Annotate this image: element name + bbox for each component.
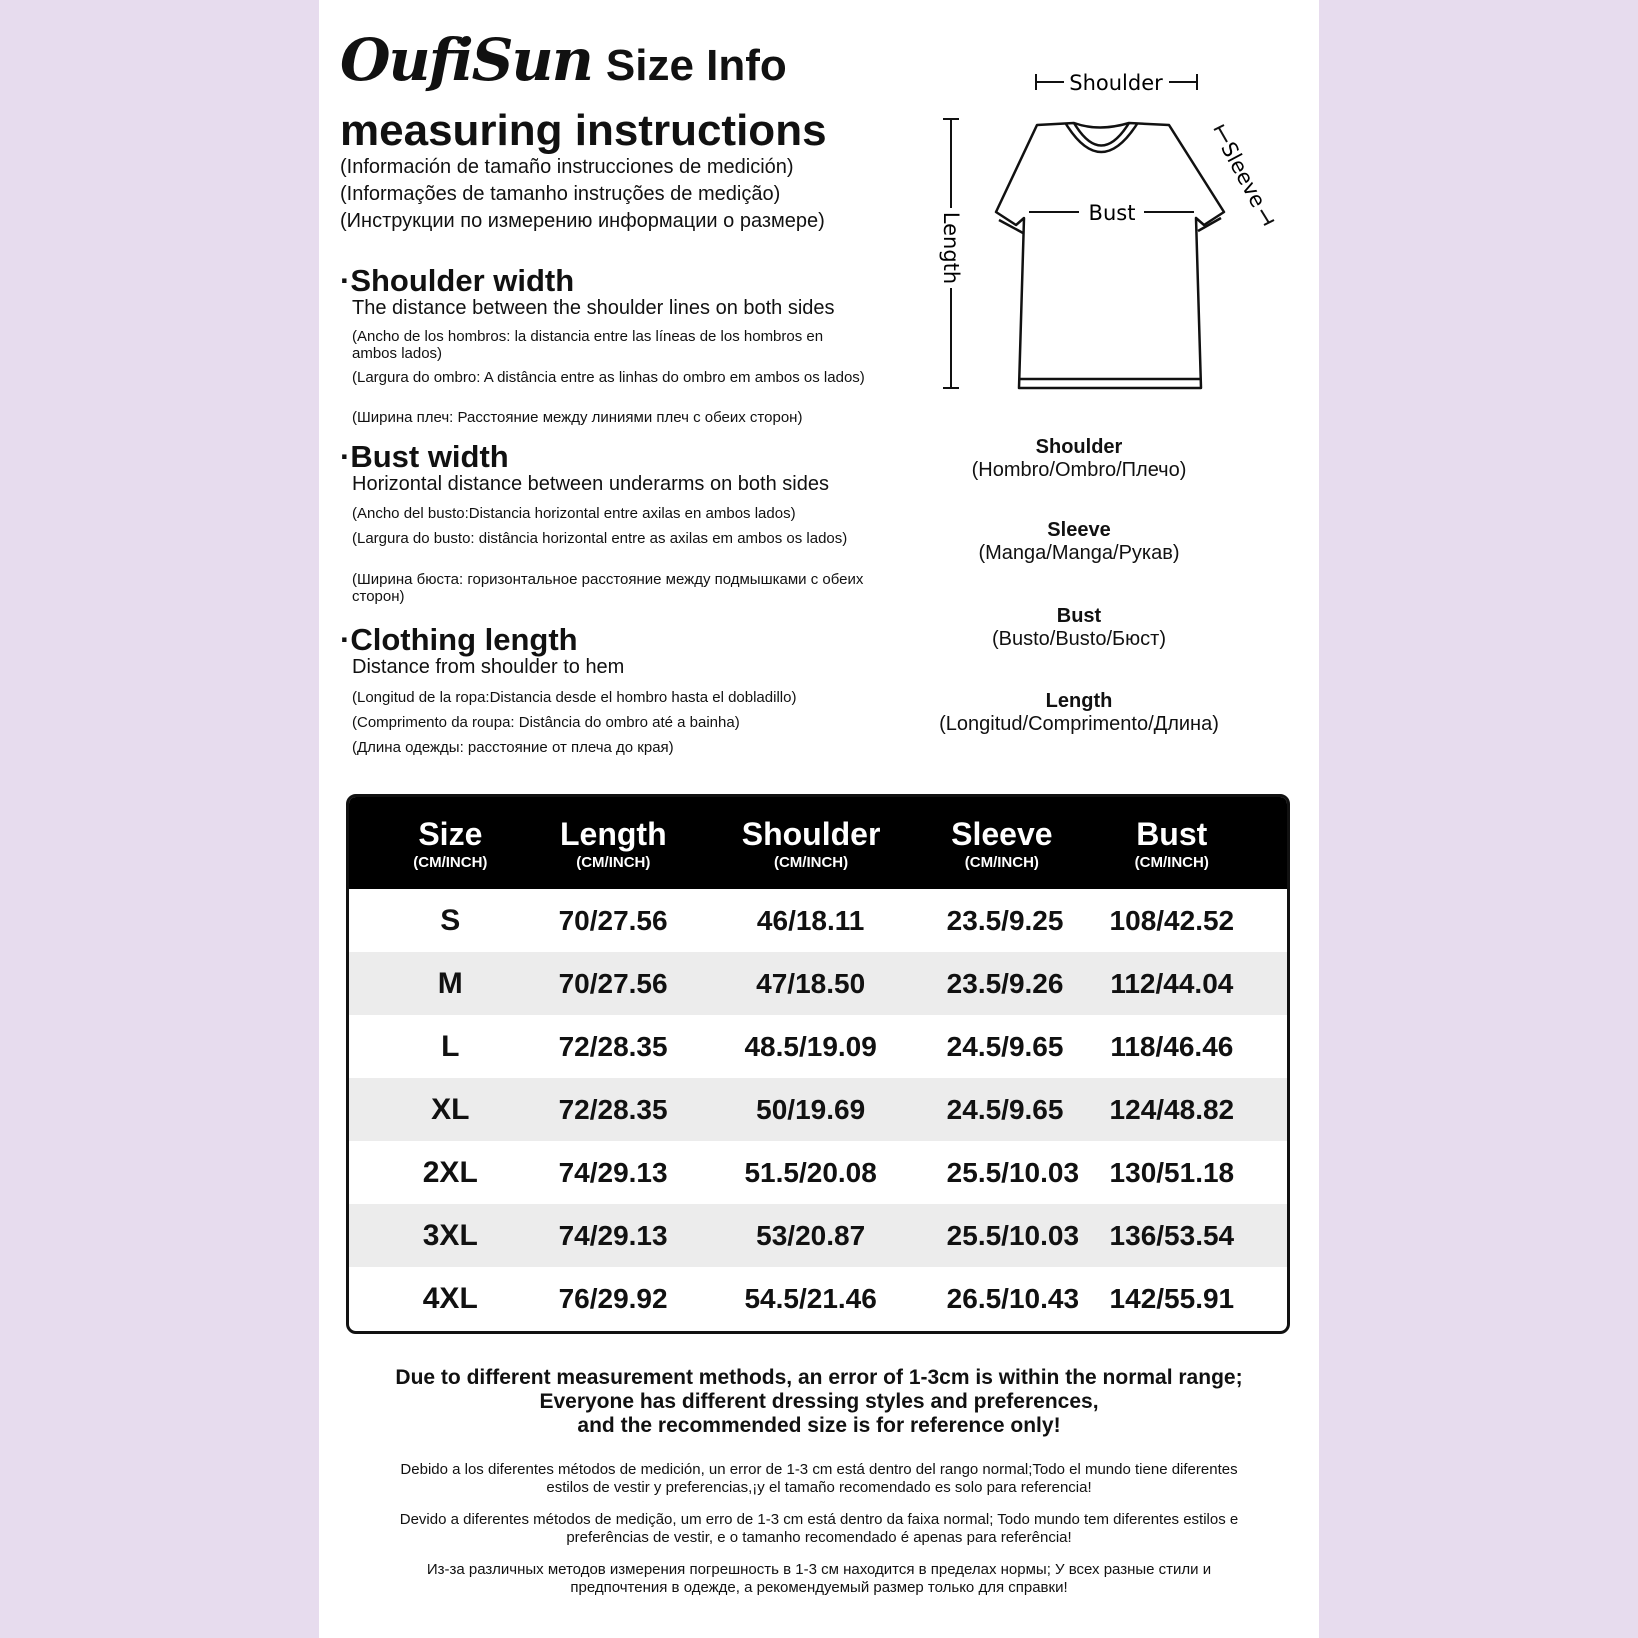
cell-bust: 108/42.52 [1109,904,1235,936]
section-heading-bust: ·Bust width [340,439,509,474]
header-shoulder [675,797,947,889]
cell-sleeve: 25.5/10.03 [946,1156,1080,1188]
tshirt-diagram [919,60,1279,400]
diagram-label-shoulder: Shoulder [1069,71,1163,95]
legend-bust [919,605,1239,651]
table-row [349,1015,1287,1078]
diagram-label-bust: Bust [1088,201,1136,225]
cell-bust: 130/51.18 [1109,1156,1235,1188]
cell-shoulder: 54.5/21.46 [744,1282,877,1314]
header-size [349,797,552,889]
legend-shoulder-name: Shoulder [1035,436,1123,458]
section-sub-shoulder-ru: (Ширина плеч: Расстояние между линиями плеч с обеих сторон) [352,409,803,426]
cell-sleeve: 24.5/9.65 [946,1093,1064,1125]
legend-bust-name: Bust [1056,605,1102,627]
note-spanish: Debido a los diferentes métodos de medición, un error de 1-3 cm está dentro del rango normal;Todo el mundo tiene diferentes estilos de vestir y preferencias,¡y el tamaño recomendado es solo para referencia! [400,1461,1238,1496]
legend-shoulder [919,436,1239,482]
cell-length: 74/29.13 [558,1219,668,1251]
legend-bust-translation: (Busto/Busto/Бюст) [991,628,1166,650]
cell-bust: 118/46.46 [1110,1030,1234,1062]
legend-length-translation: (Longitud/Comprimento/Длина) [939,713,1219,735]
cell-size: 2XL [422,1155,478,1189]
note-bold-line-2: Everyone has different dressing styles and preferences, [539,1390,1099,1413]
note-bold-line-3: and the recommended size is for reference only! [577,1414,1061,1437]
cell-bust: 136/53.54 [1109,1219,1235,1251]
cell-bust: 112/44.04 [1110,967,1234,999]
header-sleeve-unit: (CM/INCH) [964,853,1039,871]
title-size-info: Size Info [605,41,787,90]
header-shoulder-unit: (CM/INCH) [773,853,849,871]
section-sub-length-ru: (Длина одежды: расстояние от плеча до края) [352,739,674,756]
table-row [349,1267,1287,1330]
diagram-label-sleeve: Sleeve [1216,138,1271,212]
header-sleeve [947,797,1056,889]
cell-shoulder: 48.5/19.09 [744,1030,877,1062]
cell-sleeve: 26.5/10.43 [946,1282,1080,1314]
legend-sleeve-translation: (Manga/Manga/Рукав) [978,542,1180,564]
brand-logo: OufiSun [340,26,592,94]
legend-length [919,690,1239,736]
section-sub-length-pt: (Comprimento da roupa: Distância do ombro até a bainha) [352,714,740,731]
size-chart-table [346,794,1290,1334]
header-shoulder-label: Shoulder [741,815,881,852]
cell-sleeve: 23.5/9.26 [946,967,1064,999]
cell-bust: 124/48.82 [1109,1093,1235,1125]
cell-size: 4XL [422,1281,478,1315]
title-translation-es: (Información de tamaño instrucciones de medición) [340,156,794,178]
header-length-label: Length [559,815,667,852]
section-desc-bust: Horizontal distance between underarms on both sides [352,473,829,495]
table-row [349,1204,1287,1267]
header-bust-label: Bust [1136,815,1208,852]
title-measuring-instructions: measuring instructions [340,106,827,155]
cell-sleeve: 25.5/10.03 [946,1219,1080,1251]
header-bust-unit: (CM/INCH) [1134,853,1209,871]
cell-shoulder: 53/20.87 [756,1219,866,1251]
brand-header [340,26,787,94]
size-info-sheet [319,0,1319,1638]
header-size-unit: (CM/INCH) [413,853,488,871]
diagram-label-length: Length [939,211,963,285]
title-translation-ru: (Инструкции по измерению информации о размере) [340,210,825,232]
cell-sleeve: 23.5/9.25 [946,904,1064,936]
header-sleeve-label: Sleeve [951,815,1053,852]
section-heading-shoulder: ·Shoulder width [340,263,575,298]
header-size-label: Size [418,815,483,852]
section-sub-bust-ru: (Ширина бюста: горизонтальное расстояние между подмышками с обеих сторон) [352,571,864,605]
section-sub-shoulder-es: (Ancho de los hombros: la distancia entre las líneas de los hombros en ambos lados) [352,328,824,362]
cell-shoulder: 51.5/20.08 [744,1156,877,1188]
cell-length: 70/27.56 [558,904,668,936]
legend-shoulder-translation: (Hombro/Ombro/Плечо) [971,459,1187,481]
cell-sleeve: 24.5/9.65 [946,1030,1064,1062]
table-row [349,952,1287,1015]
cell-size: S [440,903,461,937]
cell-length: 76/29.92 [558,1282,668,1314]
table-header-row [349,797,1287,889]
note-portuguese: Devido a diferentes métodos de medição, um erro de 1-3 cm está dentro da faixa normal; Todo mundo tem diferentes estilos e preferências de vestir, e o tamanho recomendado é apenas para referência! [399,1511,1239,1546]
header-length-unit: (CM/INCH) [576,853,651,871]
legend-length-name: Length [1045,690,1113,712]
cell-shoulder: 50/19.69 [756,1093,866,1125]
section-heading-length: ·Clothing length [340,622,578,657]
cell-size: M [437,966,463,1000]
section-desc-shoulder: The distance between the shoulder lines on both sides [352,297,835,319]
cell-shoulder: 47/18.50 [756,967,866,999]
tshirt-outline [996,123,1224,388]
header-length [552,797,675,889]
legend-sleeve [919,519,1239,565]
cell-length: 70/27.56 [558,967,668,999]
section-sub-shoulder-pt: (Largura do ombro: A distância entre as linhas do ombro em ambos os lados) [352,369,865,386]
cell-size: 3XL [422,1218,478,1252]
table-row [349,889,1287,952]
note-russian: Из-за различных методов измерения погрешность в 1-3 см находится в пределах нормы; У всех разные стили и предпочтения в одежде, а рекомендуемый размер только для справки! [426,1561,1212,1596]
cell-size: XL [431,1092,470,1126]
cell-length: 74/29.13 [558,1156,668,1188]
section-sub-bust-es: (Ancho del busto:Distancia horizontal entre axilas en ambos lados) [352,505,796,522]
section-desc-length: Distance from shoulder to hem [352,656,625,678]
header-bust [1056,797,1287,889]
section-sub-bust-pt: (Largura do busto: distância horizontal entre as axilas em ambos os lados) [352,530,848,547]
note-bold-line-1: Due to different measurement methods, an error of 1-3cm is within the normal range; [395,1366,1243,1389]
section-sub-length-es: (Longitud de la ropa:Distancia desde el hombro hasta el dobladillo) [352,689,797,706]
table-body [349,889,1287,1330]
cell-shoulder: 46/18.11 [756,904,865,936]
cell-bust: 142/55.91 [1109,1282,1235,1314]
cell-size: L [441,1029,460,1063]
cell-length: 72/28.35 [558,1093,668,1125]
table-row [349,1078,1287,1141]
title-translation-pt: (Informações de tamanho instruções de medição) [340,183,781,205]
legend-sleeve-name: Sleeve [1047,519,1111,541]
table-row [349,1141,1287,1204]
cell-length: 72/28.35 [558,1030,668,1062]
